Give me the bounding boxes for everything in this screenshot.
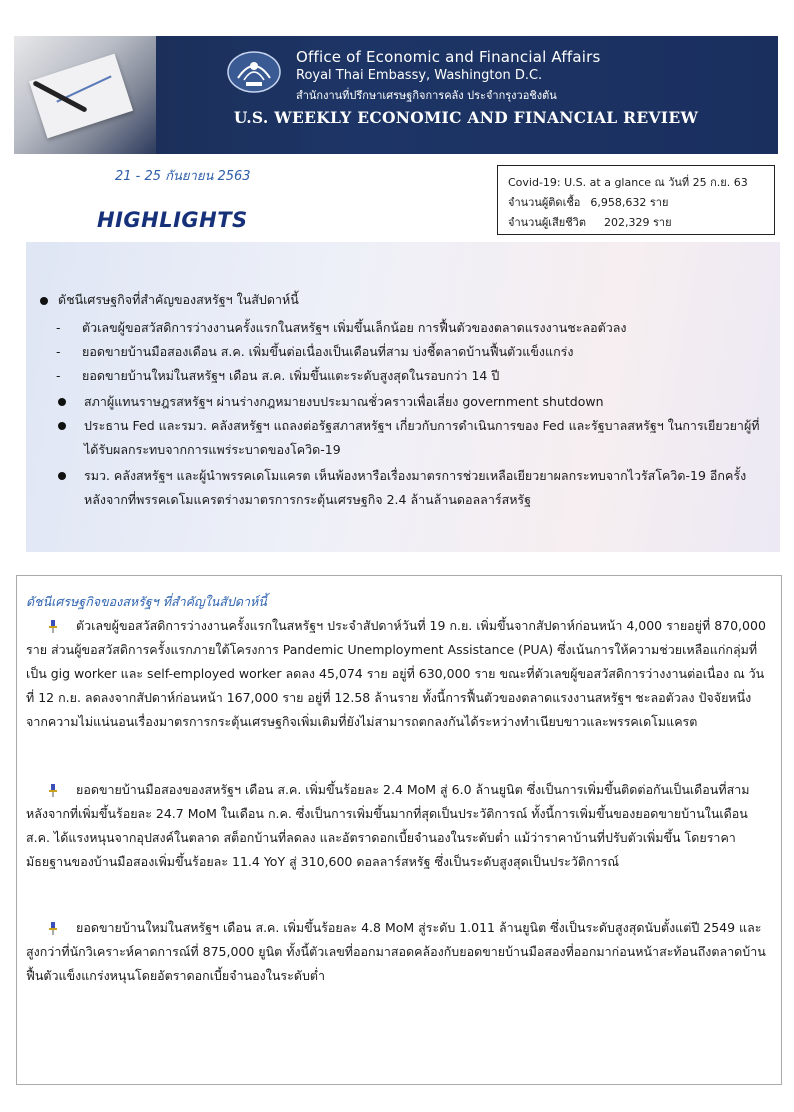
- dash-icon: -: [56, 368, 61, 383]
- highlight-sub-text: ตัวเลขผู้ขอสวัสดิการว่างงานครั้งแรกในสหรัฐฯ เพิ่มขึ้นเล็กน้อย การฟื้นตัวของตลาดแรงงานชะลอตัวลง: [82, 320, 627, 335]
- highlight-item-text: รมว. คลังสหรัฐฯ และผู้นำพรรคเดโมแครต เห็นพ้องหารือเรื่องมาตรการช่วยเหลือเยียวยาผลกระทบจากไวรัสโควิด-19 อีกครั้ง หลังจากที่พรรคเดโมแครตร่างมาตรการกระตุ้นเศรษฐกิจ 2.4 ล้านล้านดอลลาร์สหรัฐ: [84, 468, 747, 507]
- bullet-icon: [58, 422, 66, 430]
- document-paper-graphic: [29, 54, 133, 139]
- detail-paragraph: ตัวเลขผู้ขอสวัสดิการว่างงานครั้งแรกในสหรัฐฯ ประจำสัปดาห์วันที่ 19 ก.ย. เพิ่มขึ้นจากสัปดาห์ก่อนหน้า 4,000 รายอยู่ที่ 870,000 ราย ส่วนผู้ขอสวัสดิการครั้งแรกภายใต้โครงการ Pandemic Unemployment Assistance (PUA) ซึ่งเน้นการให้ความช่วยเหลือแก่กลุ่มที่เป็น gig worker และ self-employed worker ลดลง 45,074 ราย อยู่ที่ 630,000 ราย ขณะที่ตัวเลขผู้ขอสวัสดิการว่างงานต่อเนื่อง ณ วันที่ 12 ก.ย. ลดลงจากสัปดาห์ก่อนหน้า 167,000 ราย อยู่ที่ 12.58 ล้านราย ทั้งนี้การฟื้นตัวของตลาดแรงงานสหรัฐฯ ชะลอตัวลง ปัจจัยหนึ่งจากความไม่แน่นอนเรื่องมาตรการกระตุ้นเศรษฐกิจเพิ่มเติมที่ยังไม่สามารถตกลงกันได้ระหว่างทำเนียบขาวและพรรคเดโมแครต: [26, 618, 766, 729]
- bullet-icon: [58, 398, 66, 406]
- covid-deaths-row: [508, 213, 764, 233]
- highlight-sub-item: [56, 366, 499, 386]
- highlight-main-text: ดัชนีเศรษฐกิจที่สำคัญของสหรัฐฯ ในสัปดาห์นี้: [58, 292, 299, 307]
- highlight-item: [58, 464, 770, 512]
- date-range: 21 - 25 กันยายน 2563: [115, 169, 251, 184]
- covid-summary-box: [497, 165, 775, 235]
- ministry-seal-icon: [224, 48, 284, 96]
- highlight-sub-item: [56, 318, 627, 338]
- covid-deaths-label: จำนวนผู้เสียชีวิต: [508, 216, 586, 229]
- org-subtitle-en: Royal Thai Embassy, Washington D.C.: [296, 68, 543, 83]
- highlights-heading: HIGHLIGHTS: [97, 208, 248, 232]
- highlight-item: [58, 390, 770, 414]
- dash-icon: -: [56, 344, 61, 359]
- highlight-sub-text: ยอดขายบ้านมือสองเดือน ส.ค. เพิ่มขึ้นต่อเนื่องเป็นเดือนที่สาม บ่งชี้ตลาดบ้านฟื้นตัวแข็งแกร่ง: [82, 344, 574, 359]
- bullet-icon: [40, 297, 48, 305]
- covid-box-title: Covid-19: U.S. at a glance ณ วันที่ 25 ก.ย. 63: [508, 176, 748, 189]
- review-title: U.S. WEEKLY ECONOMIC AND FINANCIAL REVIEW: [233, 108, 699, 127]
- dash-icon: -: [56, 320, 61, 335]
- detail-paragraph: ยอดขายบ้านใหม่ในสหรัฐฯ เดือน ส.ค. เพิ่มขึ้นร้อยละ 4.8 MoM สู่ระดับ 1.011 ล้านยูนิต ซึ่งเป็นระดับสูงสุดนับตั้งแต่ปี 2549 และสูงกว่าที่นักวิเคราะห์คาดการณ์ที่ 875,000 ยูนิต ทั้งนี้ตัวเลขที่ออกมาสอดคล้องกับยอดขายบ้านมือสองที่ออกมาก่อนหน้าสะท้อนถึงตลาดบ้านฟื้นตัวแข็งแกร่งหนุนโดยอัตราดอกเบี้ยจำนองในระดับต่ำ: [26, 920, 766, 983]
- covid-infected-row: [508, 193, 764, 213]
- covid-infected-value: 6,958,632 ราย: [590, 196, 669, 209]
- highlight-item: [58, 414, 770, 462]
- highlight-item-text: ประธาน Fed และรมว. คลังสหรัฐฯ แถลงต่อรัฐสภาสหรัฐฯ เกี่ยวกับการดำเนินการของ Fed และรัฐบาลสหรัฐฯ ในการเยียวยาผู้ที่ได้รับผลกระทบจากการแพร่ระบาดของโควิด-19: [84, 418, 760, 457]
- org-name-en: Office of Economic and Financial Affairs: [296, 48, 601, 66]
- detail-section-title: ดัชนีเศรษฐกิจของสหรัฐฯ ที่สำคัญในสัปดาห์นี้: [26, 594, 267, 609]
- banner-photo: [14, 36, 156, 154]
- covid-deaths-value: 202,329 ราย: [604, 216, 672, 229]
- org-name-th: สำนักงานที่ปรึกษาเศรษฐกิจการคลัง ประจำกรุงวอชิงตัน: [296, 89, 557, 102]
- highlight-main-bullet: [40, 290, 299, 310]
- highlight-sub-item: [56, 342, 573, 362]
- highlight-sub-text: ยอดขายบ้านใหม่ในสหรัฐฯ เดือน ส.ค. เพิ่มขึ้นแตะระดับสูงสุดในรอบกว่า 14 ปี: [82, 368, 500, 383]
- detail-paragraph: ยอดขายบ้านมือสองของสหรัฐฯ เดือน ส.ค. เพิ่มขึ้นร้อยละ 2.4 MoM สู่ 6.0 ล้านยูนิต ซึ่งเป็นการเพิ่มขึ้นติดต่อกันเป็นเดือนที่สาม หลังจากที่เพิ่มขึ้นร้อยละ 24.7 MoM ในเดือน ก.ค. ซึ่งเป็นการเพิ่มขึ้นมากที่สุดเป็นประวัติการณ์ ทั้งนี้การเพิ่มขึ้นของยอดขายบ้านในเดือน ส.ค. ได้แรงหนุนจากอุปสงค์ในตลาด สต็อกบ้านที่ลดลง และอัตราดอกเบี้ยจำนองในระดับต่ำ แม้ว่าราคาบ้านที่ปรับตัวเพิ่มขึ้น โดยราคามัธยฐานของบ้านมือสองเพิ่มขึ้นร้อยละ 11.4 YoY สู่ 310,600 ดอลลาร์สหรัฐ ซึ่งเป็นระดับสูงสุดเป็นประวัติการณ์: [26, 782, 750, 869]
- covid-infected-label: จำนวนผู้ติดเชื้อ: [508, 196, 581, 209]
- header-banner: [14, 36, 778, 154]
- bullet-icon: [58, 472, 66, 480]
- highlight-item-text: สภาผู้แทนราษฎรสหรัฐฯ ผ่านร่างกฎหมายงบประมาณชั่วคราวเพื่อเลี่ยง government shutdown: [84, 394, 604, 409]
